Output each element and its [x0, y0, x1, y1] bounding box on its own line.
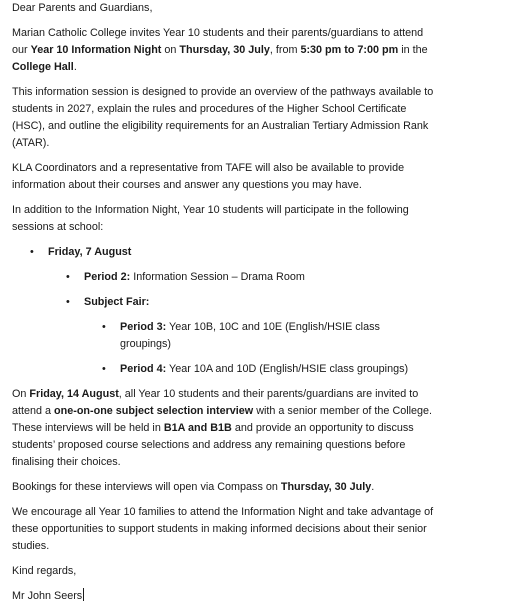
bullet-icon: •	[102, 321, 106, 333]
closing: Kind regards,	[12, 565, 77, 577]
list-item-day: • Friday, 7 August	[12, 244, 437, 261]
sessions-list	[12, 244, 437, 378]
list-item-period-2: • Period 2: Information Session – Drama Room	[12, 269, 437, 286]
list-item-period-4: • Period 4: Year 10A and 10D (English/HSIE class groupings)	[12, 361, 437, 378]
paragraph-overview: This information session is designed to provide an overview of the pathways available to students in 2027, explain the rules and procedures of the Higher School Certificate (HSC), and outline the eligibility requirements for an Australian Tertiary Admission Rank (ATAR).	[12, 86, 434, 149]
paragraph-interviews: On Friday, 14 August, all Year 10 students and their parents/guardians are invited to attend a one-on-one subject selection interview with a senior member of the College. These interviews will be held in B1A and B1B and provide an opportunity to discuss students’ proposed course selections and address any remaining questions before finalising their choices.	[12, 388, 433, 468]
bullet-icon: •	[102, 363, 106, 375]
text-cursor	[83, 588, 84, 601]
list-item-period-3: • Period 3: Year 10B, 10C and 10E (English/HSIE class groupings)	[102, 321, 380, 350]
bullet-icon: •	[66, 296, 70, 308]
bullet-icon: •	[30, 246, 34, 258]
greeting: Dear Parents and Guardians,	[12, 2, 153, 14]
paragraph-sessions-intro: In addition to the Information Night, Year 10 students will participate in the following sessions at school:	[12, 204, 409, 233]
paragraph-bookings: Bookings for these interviews will open via Compass on Thursday, 30 July.	[12, 481, 375, 493]
paragraph-encouragement: We encourage all Year 10 families to attend the Information Night and take advantage of these opportunities to support students in making informed decisions about their senior studies.	[12, 506, 434, 552]
paragraph-kla: KLA Coordinators and a representative from TAFE will also be available to provide information about their courses and answer any questions you may have.	[12, 162, 405, 191]
paragraph-invitation: Marian Catholic College invites Year 10 students and their parents/guardians to attend our Year 10 Information Night on Thursday, 30 July, from 5:30 pm to 7:00 pm in the College Hall.	[12, 27, 428, 73]
signature[interactable]: Mr John Seers	[12, 590, 83, 602]
bullet-icon: •	[66, 271, 70, 283]
list-item-subject-fair: • Subject Fair:	[12, 294, 437, 311]
